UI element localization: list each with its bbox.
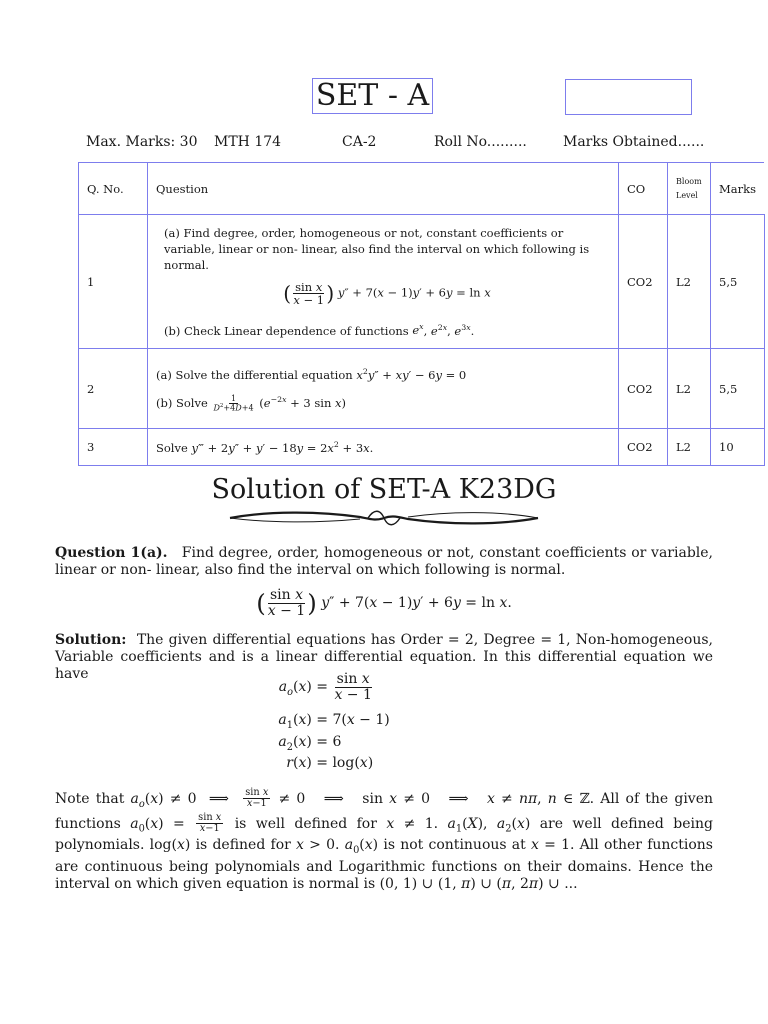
row1-marks: 5,5 xyxy=(711,215,765,349)
question-equation: ( $\frac{\text{sin x}}{x - 1}$ ) y″ + 7(x − 1)y′ + 6y = ln x. xyxy=(256,587,512,619)
marks-obtained: Marks Obtained...... xyxy=(563,134,705,150)
marks-box xyxy=(565,79,692,115)
table-row xyxy=(79,429,765,466)
row2-question xyxy=(148,349,619,429)
col-bloom: Bloom Level xyxy=(668,163,711,215)
row2-co: CO2 xyxy=(619,349,668,429)
solution-heading: Solution of SET-A K23DG xyxy=(211,474,557,505)
row1-question xyxy=(148,215,619,349)
row2-marks: 5,5 xyxy=(711,349,765,429)
col-co: CO xyxy=(619,163,668,215)
row1-bloom: L2 xyxy=(668,215,711,349)
question-text: Find degree, order, homogeneous or not, constant coefficients or variable, linear or non- linear, also find the interval on which following is normal. xyxy=(55,545,713,578)
col-question: Question xyxy=(148,163,619,215)
question-label: Question 1(a). xyxy=(55,545,168,561)
roll-no: Roll No......... xyxy=(434,134,527,150)
table-row xyxy=(79,349,765,429)
row1-co: CO2 xyxy=(619,215,668,349)
row2-part-a: (a) Solve the differential equation $x^2y'' + xy' - 6y = 0$ xyxy=(156,366,467,382)
row3-co: CO2 xyxy=(619,429,668,466)
decorative-flourish xyxy=(228,507,540,529)
row1-qno: 1 xyxy=(79,215,148,349)
exam-info-row xyxy=(0,134,768,152)
row2-qno: 2 xyxy=(79,349,148,429)
set-title: SET - A xyxy=(312,78,433,114)
row1-part-b: (b) Check Linear dependence of functions $e^x$, $e^{2x}$, $e^{3x}$. xyxy=(164,322,475,338)
row3-bloom: L2 xyxy=(668,429,711,466)
coefficient-equations xyxy=(268,672,488,776)
row2-bloom: L2 xyxy=(668,349,711,429)
eq-a1: $a_1(x) = 7(x - 1)$ xyxy=(278,712,390,731)
max-marks: Max. Marks: 30 xyxy=(86,134,198,150)
col-qno: Q. No. xyxy=(79,163,148,215)
question-1a xyxy=(55,545,713,579)
eq-r: r(x) = log(x) xyxy=(286,755,374,771)
course-code: MTH 174 xyxy=(214,134,282,150)
row2-part-b: (b) Solve $\frac{1}{D^2+4D+4}$ ($e^{-2x} + 3$ sin x) xyxy=(156,393,347,414)
row3-marks: 10 xyxy=(711,429,765,466)
row1-part-a: (a) Find degree, order, homogeneous or not, constant coefficients or variable, linear or non- linear, also find the interval on which following is normal. xyxy=(164,225,590,272)
table-header-row xyxy=(79,163,765,215)
eq-a2: $a_2(x) = 6$ xyxy=(278,734,342,753)
question-table xyxy=(78,162,765,466)
row3-question: Solve y‴ + $2y'' + y' - 18y = 2x^2 + 3x$. xyxy=(148,429,619,466)
solution-text: The given differential equations has Order = 2, Degree = 1, Non-homogeneous, Variable coefficients and is a linear differential equation. In this differential equation we have xyxy=(55,632,714,682)
col-marks: Marks xyxy=(711,163,765,215)
exam-name: CA-2 xyxy=(342,134,377,150)
eq-a0: $a_o(x)$ = $\frac{\text{sin x}}{x - 1}$ xyxy=(278,671,372,703)
solution-label: Solution: xyxy=(55,632,127,648)
row3-qno: 3 xyxy=(79,429,148,466)
table-row xyxy=(79,215,765,349)
row1-equation: ( $\frac{\text{sin x}}{x - 1}$ ) y″ + 7(x − 1)y′ + 6y = ln x xyxy=(283,279,491,307)
note-paragraph: Note that $a_o(x) \ne 0$ ⟹ $\frac{\text{sin x}}{x-1}$ ≠ 0 ⟹ sin x ≠ 0 ⟹ x ≠ nπ, n ∈ ℤ. All of the given functions $a_0(x)$ = $\frac{\text{sin x}}{x-1}$ is well defined for x ≠ 1. $a_1(X)$, $a_2(x)$ are well defined being polynomials. log(x) is defined for x > 0. $a_0(x)$ is not continuous at x = 1. All other functions are continuous being polynomials and Logarithmic functions on their domains. Hence the interval on which given equation is normal is (0, 1) ∪ (1, π) ∪ (π, 2π) ∪ ... xyxy=(55,787,714,892)
